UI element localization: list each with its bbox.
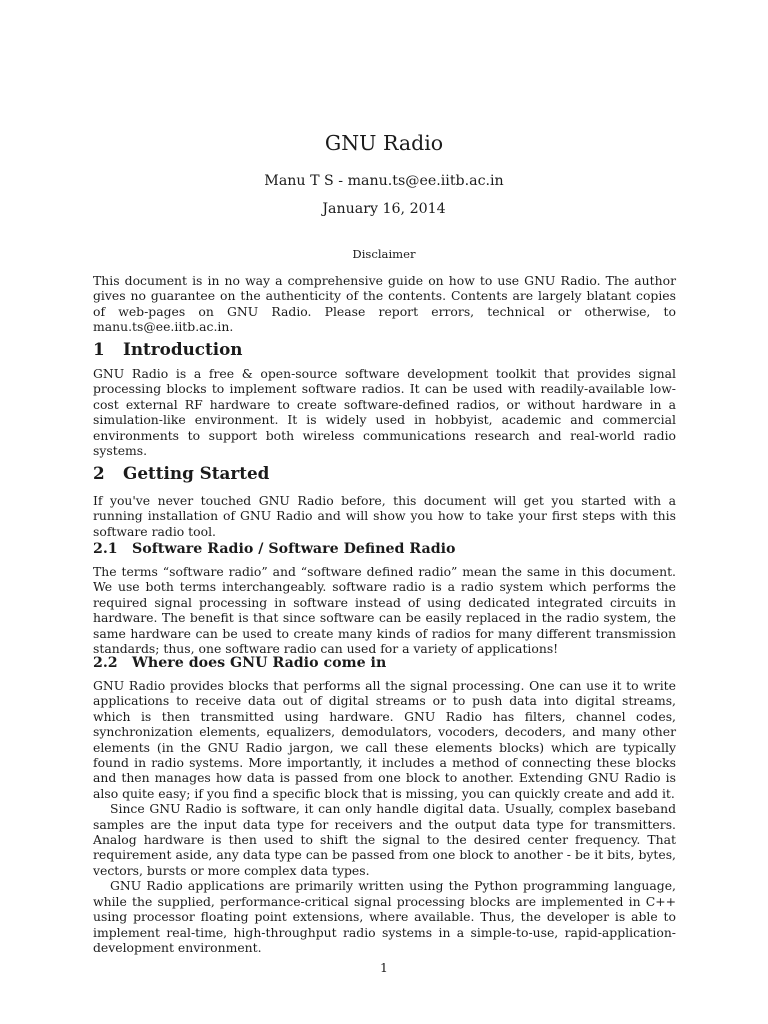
paragraph: GNU Radio provides blocks that performs all the signal processing. One can use it to write applications to receive data out of digital streams or to push data into digital streams, which is then transmitted using hardware. GNU Radio has filters, channel codes, synchronization elements, equalizers, demodulators, vocoders, decoders, and many other elements (in the GNU Radio jargon, we call these elements blocks) which are typically found in radio systems. More importantly, it includes a method of connecting these blocks and then manages how data is passed from one block to another. Extending GNU Radio is also quite easy; if you find a specific block that is missing, you can quickly create and add it.	[93, 678, 676, 801]
section-number: 1	[93, 339, 105, 359]
section-number: 2	[93, 463, 105, 483]
document-date: January 16, 2014	[322, 201, 446, 217]
paragraph: GNU Radio applications are primarily written using the Python programming language, while the supplied, performance-critical signal processing blocks are implemented in C++ using processor floating point extensions, where available. Thus, the developer is able to implement real-time, high-throughput radio systems in a simple-to-use, rapid-application-development environment.	[93, 878, 676, 955]
subsection-body-software-radio	[93, 564, 676, 656]
document-title: GNU Radio	[324, 131, 444, 155]
subsection-title: Where does GNU Radio come in	[132, 655, 387, 671]
section-title: Introduction	[123, 339, 243, 359]
disclaimer-text	[93, 273, 676, 335]
paragraph: GNU Radio is a free & open-source software development toolkit that provides signal processing blocks to implement software radios. It can be used with readily-available low-cost external RF hardware to create software-defined radios, or without hardware in a simulation-like environment. It is widely used in hobbyist, academic and commercial environments to support both wireless communications research and real-world radio systems.	[93, 366, 676, 459]
section-body-getting-started	[93, 493, 676, 539]
subsection-heading-software-radio	[93, 540, 456, 558]
paragraph: The terms “software radio” and “software defined radio” mean the same in this document. We use both terms interchangeably. software radio is a radio system which performs the required signal processing in software instead of using dedicated integrated circuits in hardware. The benefit is that since software can be easily replaced in the radio system, the same hardware can be used to create many kinds of radios for many different transmission standards; thus, one software radio can used for a variety of applications!	[93, 564, 676, 657]
section-heading-introduction	[93, 339, 243, 359]
disclaimer-heading: Disclaimer	[352, 247, 416, 261]
section-body-introduction	[93, 366, 676, 458]
disclaimer-paragraph: This document is in no way a comprehensive guide on how to use GNU Radio. The author gives no guarantee on the authenticity of the contents. Contents are largely blatant copies of web-pages on GNU Radio. Please report errors, technical or otherwise, to manu.ts@ee.iitb.ac.in.	[93, 273, 676, 335]
section-heading-getting-started	[93, 463, 269, 483]
subsection-body-where-gnu-radio	[93, 678, 676, 955]
subsection-number: 2.2	[93, 655, 118, 671]
subsection-title: Software Radio / Software Defined Radio	[132, 541, 456, 557]
paragraph: If you've never touched GNU Radio before, this document will get you started with a running installation of GNU Radio and will show you how to take your first steps with this software radio tool.	[93, 493, 676, 539]
subsection-heading-where-gnu-radio	[93, 654, 386, 672]
section-title: Getting Started	[123, 463, 270, 483]
paragraph: Since GNU Radio is software, it can only handle digital data. Usually, complex baseband samples are the input data type for receivers and the output data type for transmitters. Analog hardware is then used to shift the signal to the desired center frequency. That requirement aside, any data type can be passed from one block to another - be it bits, bytes, vectors, bursts or more complex data types.	[93, 801, 676, 878]
subsection-number: 2.1	[93, 541, 118, 557]
page-number: 1	[380, 960, 388, 975]
document-author: Manu T S - manu.ts@ee.iitb.ac.in	[264, 173, 504, 189]
